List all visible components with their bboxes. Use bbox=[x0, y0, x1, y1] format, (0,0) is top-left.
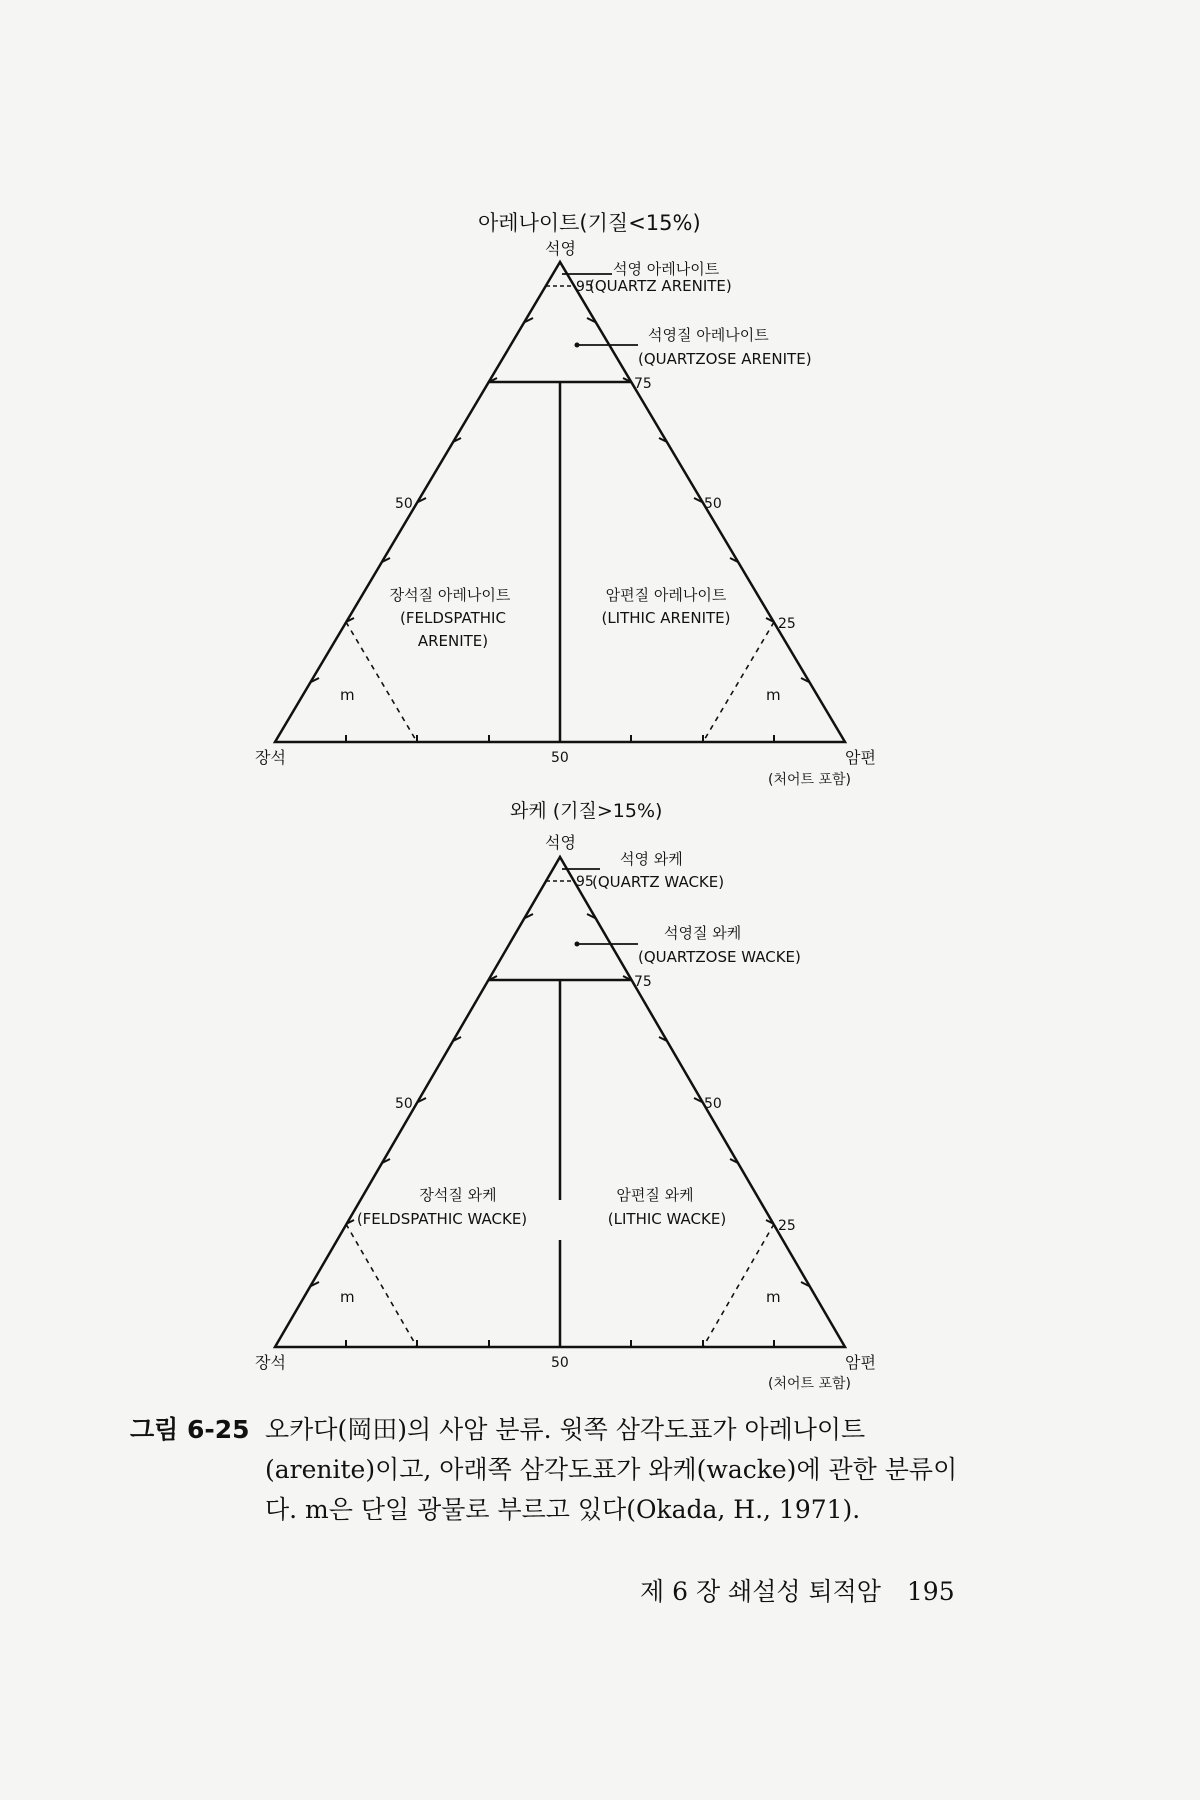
arenite-tick-25: 25 bbox=[778, 616, 796, 632]
wacke-tick-50-base: 50 bbox=[551, 1355, 569, 1371]
wacke-tick-25: 25 bbox=[778, 1218, 796, 1234]
wacke-apex-feldspar: 장석 bbox=[255, 1353, 286, 1372]
figure-number: 그림 6-25 bbox=[130, 1415, 250, 1444]
arenite-m-left-line bbox=[346, 622, 417, 742]
figure-caption bbox=[130, 1410, 1010, 1530]
arenite-lithic-en: (LITHIC ARENITE) bbox=[601, 609, 731, 627]
wacke-apex-quartz: 석영 bbox=[545, 833, 576, 852]
arenite-apex-lithic-note: (처어트 포함) bbox=[768, 772, 851, 788]
arenite-apex-feldspar: 장석 bbox=[255, 748, 286, 767]
wacke-tick-50-right: 50 bbox=[704, 1096, 722, 1112]
arenite-m-right-line bbox=[703, 622, 774, 742]
wacke-apex-lithic: 암편 bbox=[845, 1353, 876, 1372]
arenite-tick-75: 75 bbox=[634, 376, 652, 392]
wacke-m-left: m bbox=[340, 1288, 355, 1306]
page-number: 195 bbox=[906, 1577, 955, 1606]
arenite-title: 아레나이트(기질<15%) bbox=[478, 211, 701, 235]
arenite-quartz-en: (QUARTZ ARENITE) bbox=[589, 277, 732, 295]
wacke-quartz-en: (QUARTZ WACKE) bbox=[592, 873, 725, 891]
arenite-tick-50-left: 50 bbox=[395, 496, 413, 512]
arenite-quartz-ko: 석영 아레나이트 bbox=[613, 260, 720, 278]
caption-line-1 bbox=[130, 1410, 1010, 1450]
arenite-feld-en1: (FELDSPATHIC bbox=[400, 609, 506, 627]
arenite-diagram bbox=[255, 211, 876, 788]
wacke-diagram bbox=[255, 800, 876, 1392]
arenite-tick-50-right: 50 bbox=[704, 496, 722, 512]
arenite-quartzose-en: (QUARTZOSE ARENITE) bbox=[638, 350, 812, 368]
caption-line-3: 다. m은 단일 광물로 부르고 있다(Okada, H., 1971). bbox=[265, 1495, 861, 1524]
arenite-feld-en2: ARENITE) bbox=[417, 632, 489, 650]
page-footer bbox=[640, 1572, 1000, 1608]
arenite-m-right: m bbox=[766, 686, 781, 704]
arenite-quartzose-ko: 석영질 아레나이트 bbox=[648, 326, 769, 344]
wacke-feld-en: (FELDSPATHIC WACKE) bbox=[356, 1210, 528, 1228]
arenite-feld-ko: 장석질 아레나이트 bbox=[389, 586, 511, 604]
arenite-quartzose-dot bbox=[575, 343, 580, 348]
wacke-m-right: m bbox=[766, 1288, 781, 1306]
wacke-tick-50-left: 50 bbox=[395, 1096, 413, 1112]
arenite-apex-quartz: 석영 bbox=[545, 239, 576, 258]
wacke-quartzose-dot bbox=[575, 942, 580, 947]
arenite-apex-lithic: 암편 bbox=[845, 748, 876, 767]
wacke-m-left-line bbox=[346, 1224, 417, 1347]
arenite-m-left: m bbox=[340, 686, 355, 704]
wacke-lithic-en: (LITHIC WACKE) bbox=[607, 1210, 727, 1228]
wacke-quartzose-ko: 석영질 와케 bbox=[664, 924, 742, 942]
wacke-quartzose-en: (QUARTZOSE WACKE) bbox=[638, 948, 801, 966]
wacke-apex-lithic-note: (처어트 포함) bbox=[768, 1376, 851, 1392]
wacke-feld-ko: 장석질 와케 bbox=[419, 1186, 497, 1204]
wacke-lithic-ko: 암편질 와케 bbox=[616, 1186, 694, 1204]
wacke-tick-75: 75 bbox=[634, 974, 652, 990]
wacke-quartz-ko: 석영 와케 bbox=[620, 850, 683, 868]
wacke-title: 와케 (기질>15%) bbox=[510, 800, 663, 822]
chapter-title: 제 6 장 쇄설성 퇴적암 bbox=[640, 1577, 881, 1606]
wacke-m-right-line bbox=[703, 1224, 774, 1347]
caption-text-1: 오카다(岡田)의 사암 분류. 윗쪽 삼각도표가 아레나이트 bbox=[265, 1415, 866, 1444]
arenite-tick-50-base: 50 bbox=[551, 750, 569, 766]
caption-line-2: (arenite)이고, 아래쪽 삼각도표가 와케(wacke)에 관한 분류이 bbox=[265, 1455, 958, 1484]
wacke-tick-95: 95 bbox=[576, 874, 594, 890]
arenite-lithic-ko: 암편질 아레나이트 bbox=[605, 586, 727, 604]
arenite-tick-95: 95 bbox=[576, 279, 594, 295]
